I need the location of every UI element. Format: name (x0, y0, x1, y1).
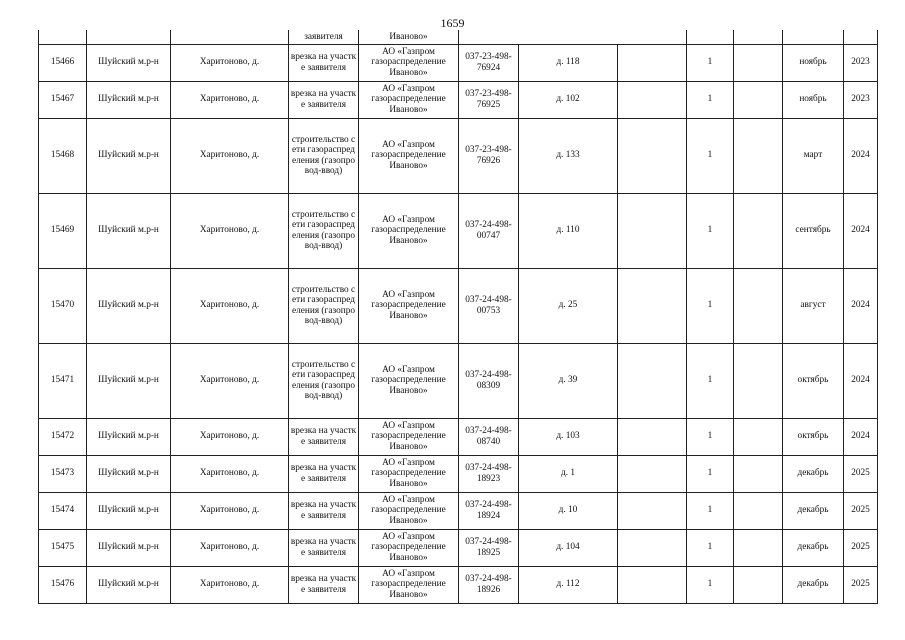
cell-locality: Харитоново, д. (171, 268, 289, 343)
cell-type: врезка на участке заявителя (289, 455, 359, 492)
cell-org: АО «Газпром газораспределение Иваново» (359, 492, 459, 529)
cell-count: 1 (687, 418, 734, 455)
cell-year (844, 30, 878, 44)
table-row (39, 455, 878, 492)
cell-count: 1 (687, 81, 734, 118)
cell-address (519, 30, 618, 44)
cell-locality: Харитоново, д. (171, 193, 289, 268)
cell-year: 2025 (844, 455, 878, 492)
registry-table (38, 30, 878, 604)
cell-empty-a (618, 492, 687, 529)
cell-locality: Харитоново, д. (171, 418, 289, 455)
cell-count: 1 (687, 44, 734, 81)
cell-type: врезка на участке заявителя (289, 81, 359, 118)
cell-num: 15467 (39, 81, 87, 118)
cell-district: Шуйский м.р-н (87, 268, 171, 343)
table-row (39, 118, 878, 193)
cell-locality: Харитоново, д. (171, 343, 289, 418)
cell-month: ноябрь (783, 44, 844, 81)
cell-empty-b (734, 44, 783, 81)
cell-code: 037-24-498-18923 (459, 455, 519, 492)
cell-empty-b (734, 566, 783, 603)
cell-month: октябрь (783, 343, 844, 418)
cell-district: Шуйский м.р-н (87, 343, 171, 418)
cell-code: 037-24-498-18926 (459, 566, 519, 603)
cell-code: 037-24-498-08740 (459, 418, 519, 455)
cell-month: декабрь (783, 566, 844, 603)
cell-empty-a (618, 118, 687, 193)
cell-locality: Харитоново, д. (171, 566, 289, 603)
cell-count: 1 (687, 193, 734, 268)
cell-org: АО «Газпром газораспределение Иваново» (359, 343, 459, 418)
cell-empty-a (618, 268, 687, 343)
cell-code: 037-24-498-18924 (459, 492, 519, 529)
cell-org: АО «Газпром газораспределение Иваново» (359, 418, 459, 455)
cell-address: д. 133 (519, 118, 618, 193)
cell-empty-b (734, 81, 783, 118)
cell-num: 15473 (39, 455, 87, 492)
cell-address: д. 10 (519, 492, 618, 529)
cell-month: декабрь (783, 492, 844, 529)
cell-district: Шуйский м.р-н (87, 492, 171, 529)
cell-year: 2025 (844, 566, 878, 603)
cell-month: август (783, 268, 844, 343)
cell-locality: Харитоново, д. (171, 492, 289, 529)
cell-type: заявителя (289, 30, 359, 44)
cell-locality (171, 30, 289, 44)
cell-district: Шуйский м.р-н (87, 455, 171, 492)
cell-empty-b (734, 193, 783, 268)
continuation-row (39, 30, 878, 44)
cell-count: 1 (687, 566, 734, 603)
cell-count: 1 (687, 118, 734, 193)
cell-org: АО «Газпром газораспределение Иваново» (359, 193, 459, 268)
cell-num: 15476 (39, 566, 87, 603)
cell-empty-b (734, 30, 783, 44)
cell-empty-a (618, 193, 687, 268)
cell-empty-b (734, 455, 783, 492)
cell-code: 037-23-498-76926 (459, 118, 519, 193)
cell-num: 15469 (39, 193, 87, 268)
cell-count: 1 (687, 455, 734, 492)
cell-year: 2024 (844, 268, 878, 343)
cell-year: 2024 (844, 418, 878, 455)
cell-month: сентябрь (783, 193, 844, 268)
cell-month: декабрь (783, 455, 844, 492)
cell-type: врезка на участке заявителя (289, 418, 359, 455)
cell-month: ноябрь (783, 81, 844, 118)
cell-locality: Харитоново, д. (171, 455, 289, 492)
cell-num: 15474 (39, 492, 87, 529)
cell-empty-a (618, 44, 687, 81)
cell-empty-b (734, 492, 783, 529)
cell-year: 2023 (844, 81, 878, 118)
table-body (39, 30, 878, 603)
cell-code: 037-24-498-18925 (459, 529, 519, 566)
cell-num: 15468 (39, 118, 87, 193)
cell-code (459, 30, 519, 44)
cell-district: Шуйский м.р-н (87, 118, 171, 193)
cell-code: 037-23-498-76925 (459, 81, 519, 118)
cell-num: 15475 (39, 529, 87, 566)
cell-count: 1 (687, 268, 734, 343)
cell-district: Шуйский м.р-н (87, 44, 171, 81)
cell-district: Шуйский м.р-н (87, 418, 171, 455)
cell-month: март (783, 118, 844, 193)
cell-count: 1 (687, 343, 734, 418)
cell-num: 15466 (39, 44, 87, 81)
cell-org: АО «Газпром газораспределение Иваново» (359, 44, 459, 81)
table-row (39, 343, 878, 418)
cell-type: строительство сети газораспределения (газопровод-ввод) (289, 193, 359, 268)
cell-month (783, 30, 844, 44)
table-row (39, 566, 878, 603)
cell-district (87, 30, 171, 44)
page-number: 1659 (440, 16, 465, 30)
cell-code: 037-24-498-00747 (459, 193, 519, 268)
cell-code: 037-24-498-08309 (459, 343, 519, 418)
cell-empty-a (618, 418, 687, 455)
cell-locality: Харитоново, д. (171, 44, 289, 81)
cell-org: АО «Газпром газораспределение Иваново» (359, 455, 459, 492)
cell-empty-b (734, 418, 783, 455)
cell-code: 037-24-498-00753 (459, 268, 519, 343)
cell-address: д. 1 (519, 455, 618, 492)
cell-type: врезка на участке заявителя (289, 566, 359, 603)
cell-year: 2024 (844, 343, 878, 418)
cell-empty-b (734, 529, 783, 566)
cell-district: Шуйский м.р-н (87, 193, 171, 268)
cell-address: д. 110 (519, 193, 618, 268)
table-row (39, 193, 878, 268)
cell-year: 2024 (844, 118, 878, 193)
cell-code: 037-23-498-76924 (459, 44, 519, 81)
cell-empty-a (618, 81, 687, 118)
cell-year: 2025 (844, 529, 878, 566)
cell-district: Шуйский м.р-н (87, 81, 171, 118)
cell-empty-b (734, 343, 783, 418)
cell-address: д. 103 (519, 418, 618, 455)
cell-type: строительство сети газораспределения (газопровод-ввод) (289, 118, 359, 193)
cell-address: д. 39 (519, 343, 618, 418)
cell-locality: Харитоново, д. (171, 118, 289, 193)
cell-address: д. 118 (519, 44, 618, 81)
table-row (39, 44, 878, 81)
cell-month: декабрь (783, 529, 844, 566)
cell-empty-b (734, 118, 783, 193)
cell-type: врезка на участке заявителя (289, 529, 359, 566)
cell-address: д. 25 (519, 268, 618, 343)
cell-count: 1 (687, 529, 734, 566)
cell-org: АО «Газпром газораспределение Иваново» (359, 118, 459, 193)
cell-district: Шуйский м.р-н (87, 566, 171, 603)
cell-year: 2024 (844, 193, 878, 268)
cell-num: 15471 (39, 343, 87, 418)
cell-count: 1 (687, 492, 734, 529)
cell-type: строительство сети газораспределения (газопровод-ввод) (289, 268, 359, 343)
cell-count (687, 30, 734, 44)
cell-type: врезка на участке заявителя (289, 492, 359, 529)
cell-locality: Харитоново, д. (171, 81, 289, 118)
cell-month: октябрь (783, 418, 844, 455)
cell-empty-a (618, 455, 687, 492)
cell-org: АО «Газпром газораспределение Иваново» (359, 529, 459, 566)
cell-empty-b (734, 268, 783, 343)
cell-org: АО «Газпром газораспределение Иваново» (359, 566, 459, 603)
cell-org: Иваново» (359, 30, 459, 44)
cell-locality: Харитоново, д. (171, 529, 289, 566)
cell-empty-a (618, 529, 687, 566)
cell-num (39, 30, 87, 44)
table-row (39, 492, 878, 529)
cell-year: 2023 (844, 44, 878, 81)
cell-empty-a (618, 566, 687, 603)
table-row (39, 529, 878, 566)
cell-org: АО «Газпром газораспределение Иваново» (359, 81, 459, 118)
cell-org: АО «Газпром газораспределение Иваново» (359, 268, 459, 343)
cell-num: 15472 (39, 418, 87, 455)
table-row (39, 418, 878, 455)
cell-type: строительство сети газораспределения (газопровод-ввод) (289, 343, 359, 418)
table-row (39, 81, 878, 118)
cell-address: д. 104 (519, 529, 618, 566)
cell-empty-a (618, 30, 687, 44)
table-row (39, 268, 878, 343)
cell-year: 2025 (844, 492, 878, 529)
cell-num: 15470 (39, 268, 87, 343)
cell-address: д. 102 (519, 81, 618, 118)
cell-type: врезка на участке заявителя (289, 44, 359, 81)
cell-address: д. 112 (519, 566, 618, 603)
cell-district: Шуйский м.р-н (87, 529, 171, 566)
cell-empty-a (618, 343, 687, 418)
